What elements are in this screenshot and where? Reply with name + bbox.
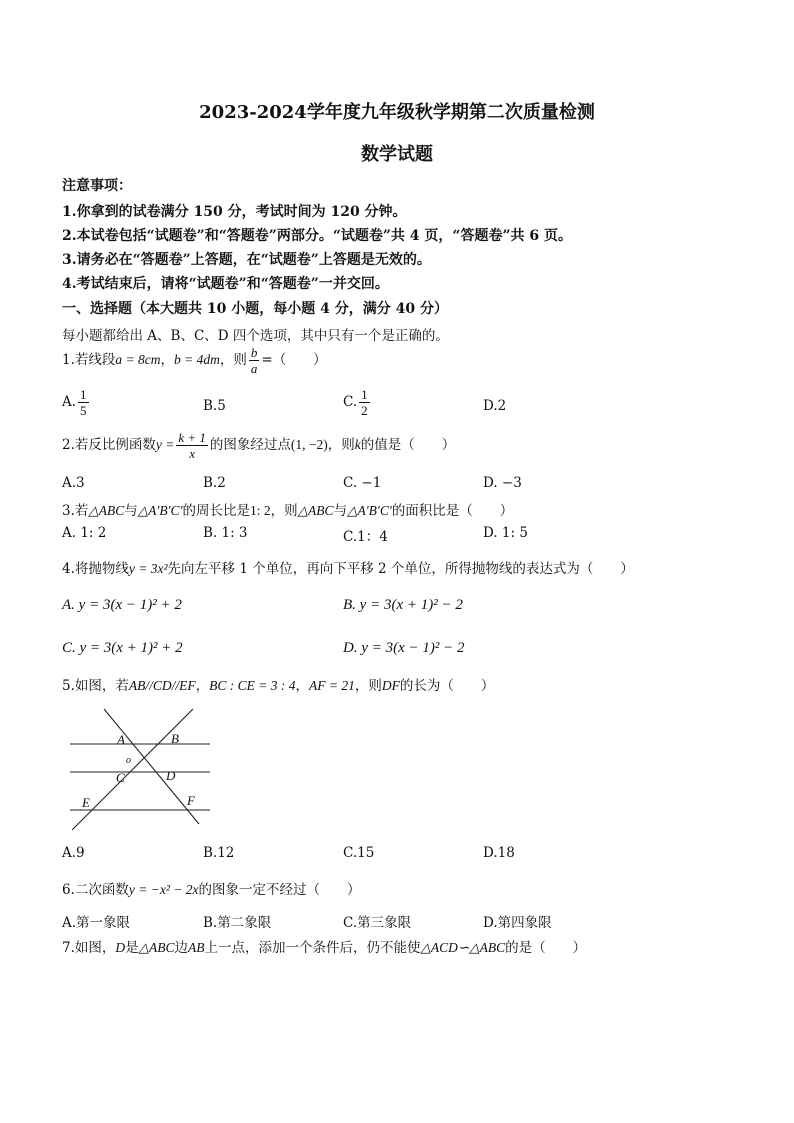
- q4-option-c[interactable]: C. y = 3(x + 1)² + 2: [62, 640, 183, 656]
- label-o: o: [126, 755, 131, 766]
- q1-option-d[interactable]: D.2: [483, 398, 507, 414]
- label-f: F: [187, 793, 195, 808]
- q3-option-d[interactable]: D. 1: 5: [483, 525, 528, 541]
- page-title: 2023-2024学年度九年级秋学期第二次质量检测: [199, 102, 595, 123]
- q6-option-c[interactable]: C.第三象限: [343, 915, 412, 931]
- question-6-stem: 6.二次函数y = −x² − 2x的图象一定不经过（ ）: [62, 882, 361, 898]
- q2-option-d[interactable]: D. −3: [483, 475, 522, 491]
- page-subtitle: 数学试题: [361, 144, 433, 165]
- question-1-stem: 1.若线段a = 8cm，b = 4dm，则 $\frac{b}{a}$ =（ ）: [62, 345, 327, 376]
- q6-option-a[interactable]: A.第一象限: [62, 915, 131, 931]
- q3-option-c[interactable]: C.1：4: [343, 529, 388, 545]
- q3-option-a[interactable]: A. 1: 2: [62, 525, 107, 541]
- q4-option-a[interactable]: A. y = 3(x − 1)² + 2: [62, 597, 182, 613]
- question-5-stem: 5.如图，若AB//CD//EF，BC : CE = 3 : 4，AF = 21，则DF的长为（ ）: [62, 678, 495, 694]
- note-item: 1.你拿到的试卷满分 150 分，考试时间为 120 分钟。: [62, 204, 407, 220]
- label-c: C: [116, 770, 125, 785]
- label-b: B: [171, 731, 179, 746]
- q1-option-b[interactable]: B.5: [203, 398, 226, 414]
- note-item: 4.考试结束后，请将“试题卷”和“答题卷”一并交回。: [62, 276, 389, 292]
- label-e: E: [82, 795, 90, 810]
- section-heading: 一、选择题（本大题共 10 小题，每小题 4 分，满分 40 分）: [62, 301, 448, 317]
- q5-option-c[interactable]: C.15: [343, 845, 375, 861]
- q4-option-d[interactable]: D. y = 3(x − 1)² − 2: [343, 640, 465, 656]
- q5-option-a[interactable]: A.9: [62, 845, 85, 861]
- q1-option-c[interactable]: C. $\frac{1}{2}$: [343, 387, 368, 418]
- question-2-stem: 2.若反比例函数y = $\frac{k + 1}{x}$ 的图象经过点(1, −2)，则k的值是（ ）: [62, 430, 456, 461]
- section-instruction: 每小题都给出 A、B、C、D 四个选项，其中只有一个是正确的。: [62, 328, 449, 344]
- parallel-lines-figure: [62, 700, 222, 835]
- question-4-stem: 4.将抛物线y = 3x²先向左平移 1 个单位，再向下平移 2 个单位，所得抛物线的表达式为（ ）: [62, 561, 634, 577]
- q3-option-b[interactable]: B. 1: 3: [203, 525, 248, 541]
- q2-option-c[interactable]: C. −1: [343, 475, 382, 491]
- q5-option-d[interactable]: D.18: [483, 845, 515, 861]
- q2-option-a[interactable]: A.3: [62, 475, 85, 491]
- label-a: A: [117, 732, 125, 747]
- q4-option-b[interactable]: B. y = 3(x + 1)² − 2: [343, 597, 463, 613]
- notes-heading: 注意事项：: [62, 178, 132, 194]
- q6-option-d[interactable]: D.第四象限: [483, 915, 552, 931]
- note-item: 3.请务必在“答题卷”上答题，在“试题卷”上答题是无效的。: [62, 252, 431, 268]
- q1-option-a[interactable]: A. $\frac{1}{5}$: [62, 387, 87, 418]
- q6-option-b[interactable]: B.第二象限: [203, 915, 272, 931]
- note-item: 2.本试卷包括“试题卷”和“答题卷”两部分。“试题卷”共 4 页，“答题卷”共 6 页。: [62, 228, 573, 244]
- question-7-stem: 7.如图，D是△ABC边AB上一点，添加一个条件后，仍不能使△ACD∽△ABC的是（ ）: [62, 940, 587, 956]
- label-d: D: [166, 768, 176, 783]
- question-3-stem: 3.若△ABC与△A′B′C′的周长比是1: 2，则△ABC与△A′B′C′的面积比是（ ）: [62, 503, 514, 519]
- q5-option-b[interactable]: B.12: [203, 845, 235, 861]
- q2-option-b[interactable]: B.2: [203, 475, 226, 491]
- q1-fraction: $\frac{b}{a}$: [250, 345, 258, 376]
